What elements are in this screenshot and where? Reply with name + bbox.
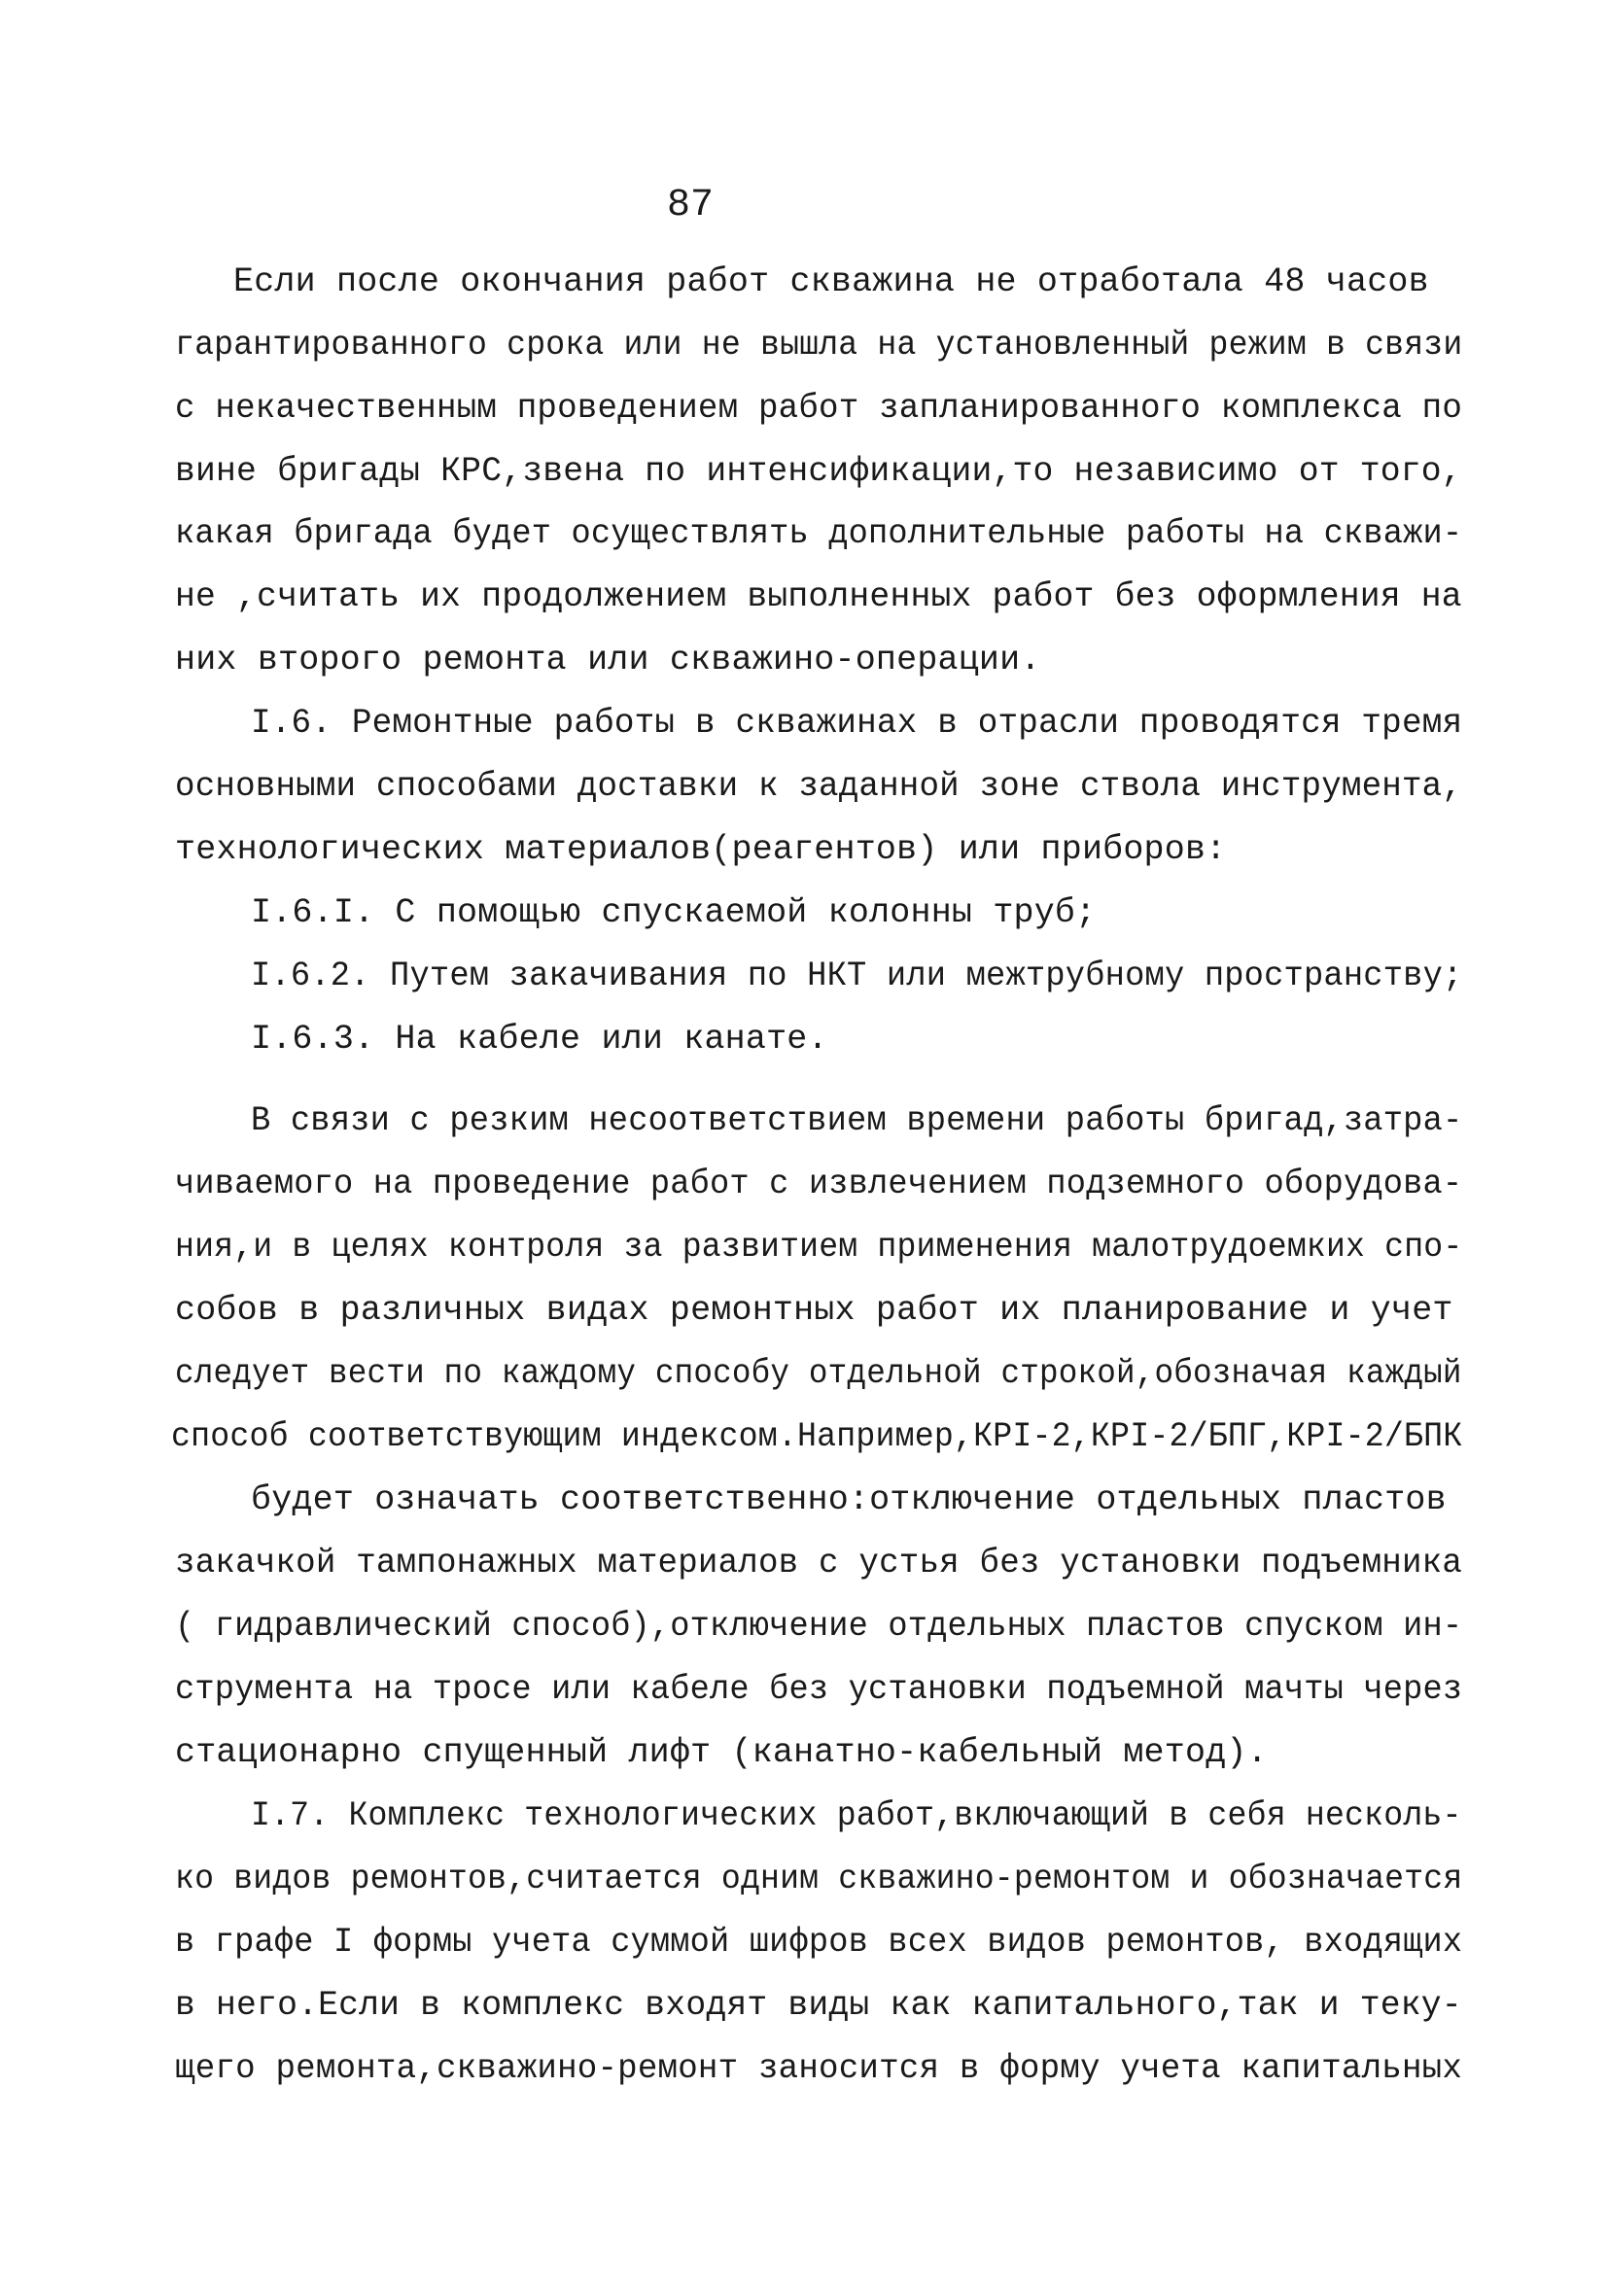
section-heading: I.7. Комплекс технологических работ,включающий в себя несколь-: [251, 1796, 1462, 1835]
list-item: I.6.2. Путем закачивания по НКТ или межтрубному пространству;: [251, 957, 1463, 995]
text-line: в графе I формы учета суммой шифров всех видов ремонтов, входящих: [175, 1923, 1463, 1962]
text-line: в него.Если в комплекс входят виды как капитального,так и теку-: [175, 1986, 1462, 2025]
text-line: способ соответствующим индексом.Например,КРI-2,КРI-2/БПГ,КРI-2/БПК: [171, 1417, 1463, 1456]
text-line: ко видов ремонтов,считается одним скважино-ремонтом и обозначается: [175, 1860, 1463, 1898]
text-line: Если после окончания работ скважина не отработала 48 часов: [233, 262, 1429, 301]
text-line: чиваемого на проведение работ с извлечением подземного оборудова-: [175, 1165, 1463, 1203]
list-item: I.6.I. С помощью спускаемой колонны труб;: [251, 893, 1097, 932]
text-line: ( гидравлический способ),отключение отдельных пластов спуском ин-: [175, 1607, 1463, 1646]
text-line: будет означать соответственно:отключение отдельных пластов: [251, 1480, 1447, 1519]
text-line: закачкой тампонажных материалов с устья без установки подъемника: [175, 1544, 1463, 1583]
page-number: 87: [667, 184, 715, 227]
text-line: щего ремонта,скважино-ремонт заносится в форму учета капитальных: [175, 2049, 1463, 2088]
text-line: них второго ремонта или скважино-операции.: [175, 641, 1041, 679]
text-line: струмента на тросе или кабеле без установки подъемной мачты через: [175, 1670, 1463, 1709]
text-line: собов в различных видах ремонтных работ их планирование и учет: [175, 1291, 1453, 1330]
text-line: какая бригада будет осуществлять дополнительные работы на скважи-: [175, 514, 1463, 553]
text-line: ния,и в целях контроля за развитием применения малотрудоемких спо-: [175, 1228, 1463, 1267]
text-line: не ,считать их продолжением выполненных работ без оформления на: [175, 577, 1462, 616]
text-line: технологических материалов(реагентов) или приборов:: [175, 830, 1227, 869]
text-line: с некачественным проведением работ запланированного комплекса по: [175, 389, 1463, 428]
text-line: стационарно спущенный лифт (канатно-кабельный метод).: [175, 1733, 1268, 1772]
list-item: I.6.3. На кабеле или канате.: [251, 1020, 828, 1059]
text-line: гарантированного срока или не вышла на установленный режим в связи: [175, 326, 1463, 365]
section-heading: I.6. Ремонтные работы в скважинах в отрасли проводятся тремя: [251, 704, 1463, 743]
text-line: вине бригады КРС,звена по интенсификации,то независимо от того,: [175, 452, 1462, 491]
text-line: основными способами доставки к заданной зоне ствола инструмента,: [175, 767, 1463, 806]
text-line: следует вести по каждому способу отдельной строкой,обозначая каждый: [175, 1354, 1462, 1393]
text-line: В связи с резким несоответствием времени работы бригад,затра-: [251, 1101, 1463, 1140]
